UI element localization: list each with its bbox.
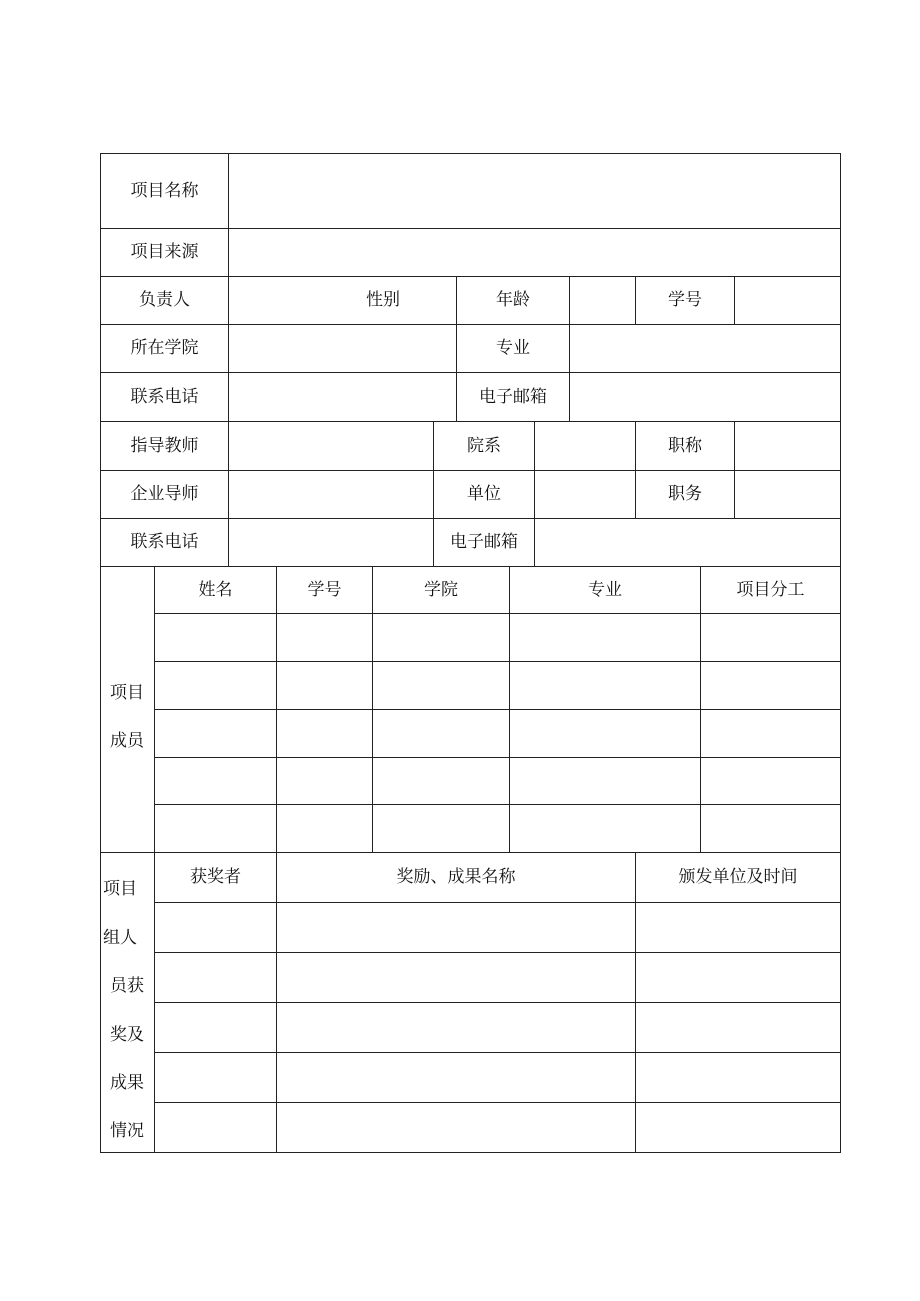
advisor-field[interactable] <box>229 422 433 470</box>
member-task-cell[interactable] <box>701 710 840 757</box>
member-student-id-cell[interactable] <box>277 710 372 757</box>
awards-section-label-line4: 奖及 <box>110 1025 144 1045</box>
advisor-phone-label: 联系电话 <box>130 532 199 552</box>
member-college-cell[interactable] <box>373 758 509 804</box>
leader-phone-label: 联系电话 <box>130 386 199 407</box>
members-header-name: 姓名 <box>198 579 233 600</box>
advisor-title-label: 职称 <box>668 435 702 456</box>
awards-section-label-line2: 组人 <box>103 928 137 948</box>
awards-section-label-line3: 员获 <box>110 976 144 996</box>
advisor-title-field[interactable] <box>735 422 840 470</box>
major-label: 专业 <box>496 338 530 358</box>
award-name-cell[interactable] <box>277 1053 635 1102</box>
members-section-label-line1: 项目 <box>110 683 144 703</box>
award-winner-cell[interactable] <box>155 1053 276 1102</box>
member-college-cell[interactable] <box>373 662 509 709</box>
award-issuer-cell[interactable] <box>636 1003 840 1052</box>
leader-label: 负责人 <box>139 290 190 310</box>
member-major-cell[interactable] <box>510 662 700 709</box>
awards-section-label-line5: 成果 <box>110 1073 144 1093</box>
awards-header-winner: 获奖者 <box>190 867 241 887</box>
members-section-label-line2: 成员 <box>110 731 144 751</box>
leader-email-label: 电子邮箱 <box>479 386 547 407</box>
member-name-cell[interactable] <box>155 614 276 661</box>
award-issuer-cell[interactable] <box>636 1103 840 1152</box>
advisor-dept-field[interactable] <box>535 422 635 470</box>
member-name-cell[interactable] <box>155 805 276 852</box>
project-source-label: 项目来源 <box>130 242 199 262</box>
awards-header-achievement: 奖励、成果名称 <box>396 867 516 887</box>
college-field[interactable] <box>229 325 456 372</box>
mentor-unit-label: 单位 <box>467 484 501 504</box>
age-label: 年龄 <box>496 290 530 310</box>
age-field[interactable] <box>570 277 635 324</box>
project-name-field[interactable] <box>229 154 840 228</box>
major-field[interactable] <box>570 325 840 372</box>
advisor-dept-label: 院系 <box>467 435 501 456</box>
member-college-cell[interactable] <box>373 805 509 852</box>
member-major-cell[interactable] <box>510 805 700 852</box>
student-id-field[interactable] <box>735 277 840 324</box>
college-label: 所在学院 <box>130 338 199 358</box>
awards-header-issuer-date: 颁发单位及时间 <box>678 867 798 887</box>
members-header-major: 专业 <box>588 579 622 600</box>
award-name-cell[interactable] <box>277 953 635 1002</box>
member-student-id-cell[interactable] <box>277 662 372 709</box>
member-name-cell[interactable] <box>155 710 276 757</box>
enterprise-mentor-label: 企业导师 <box>130 484 199 504</box>
leader-phone-field[interactable] <box>229 373 456 421</box>
awards-section-label-line6: 情况 <box>110 1121 144 1141</box>
member-major-cell[interactable] <box>510 710 700 757</box>
member-task-cell[interactable] <box>701 662 840 709</box>
advisor-email-field[interactable] <box>535 519 840 566</box>
members-header-task: 项目分工 <box>736 579 805 600</box>
member-task-cell[interactable] <box>701 805 840 852</box>
student-id-label: 学号 <box>668 290 702 310</box>
award-winner-cell[interactable] <box>155 953 276 1002</box>
awards-section-label-line1: 项目 <box>103 879 137 899</box>
members-header-student-id: 学号 <box>307 579 342 600</box>
member-college-cell[interactable] <box>373 710 509 757</box>
member-student-id-cell[interactable] <box>277 614 372 661</box>
award-issuer-cell[interactable] <box>636 953 840 1002</box>
member-major-cell[interactable] <box>510 614 700 661</box>
award-name-cell[interactable] <box>277 1003 635 1052</box>
mentor-unit-field[interactable] <box>535 471 635 518</box>
award-issuer-cell[interactable] <box>636 1053 840 1102</box>
member-name-cell[interactable] <box>155 662 276 709</box>
project-source-field[interactable] <box>229 229 840 276</box>
member-college-cell[interactable] <box>373 614 509 661</box>
award-issuer-cell[interactable] <box>636 903 840 952</box>
award-name-cell[interactable] <box>277 903 635 952</box>
member-name-cell[interactable] <box>155 758 276 804</box>
project-application-form <box>100 153 841 1153</box>
member-student-id-cell[interactable] <box>277 758 372 804</box>
award-winner-cell[interactable] <box>155 903 276 952</box>
members-header-college: 学院 <box>424 579 458 600</box>
advisor-phone-field[interactable] <box>229 519 433 566</box>
advisor-label: 指导教师 <box>130 435 199 456</box>
award-name-cell[interactable] <box>277 1103 635 1152</box>
award-winner-cell[interactable] <box>155 1003 276 1052</box>
mentor-position-field[interactable] <box>735 471 840 518</box>
member-task-cell[interactable] <box>701 614 840 661</box>
advisor-email-label: 电子邮箱 <box>450 532 518 552</box>
leader-email-field[interactable] <box>570 373 840 421</box>
member-task-cell[interactable] <box>701 758 840 804</box>
award-winner-cell[interactable] <box>155 1103 276 1152</box>
gender-label: 性别 <box>366 290 400 310</box>
member-student-id-cell[interactable] <box>277 805 372 852</box>
member-major-cell[interactable] <box>510 758 700 804</box>
project-name-label: 项目名称 <box>130 180 199 201</box>
enterprise-mentor-field[interactable] <box>229 471 433 518</box>
mentor-position-label: 职务 <box>668 484 702 504</box>
